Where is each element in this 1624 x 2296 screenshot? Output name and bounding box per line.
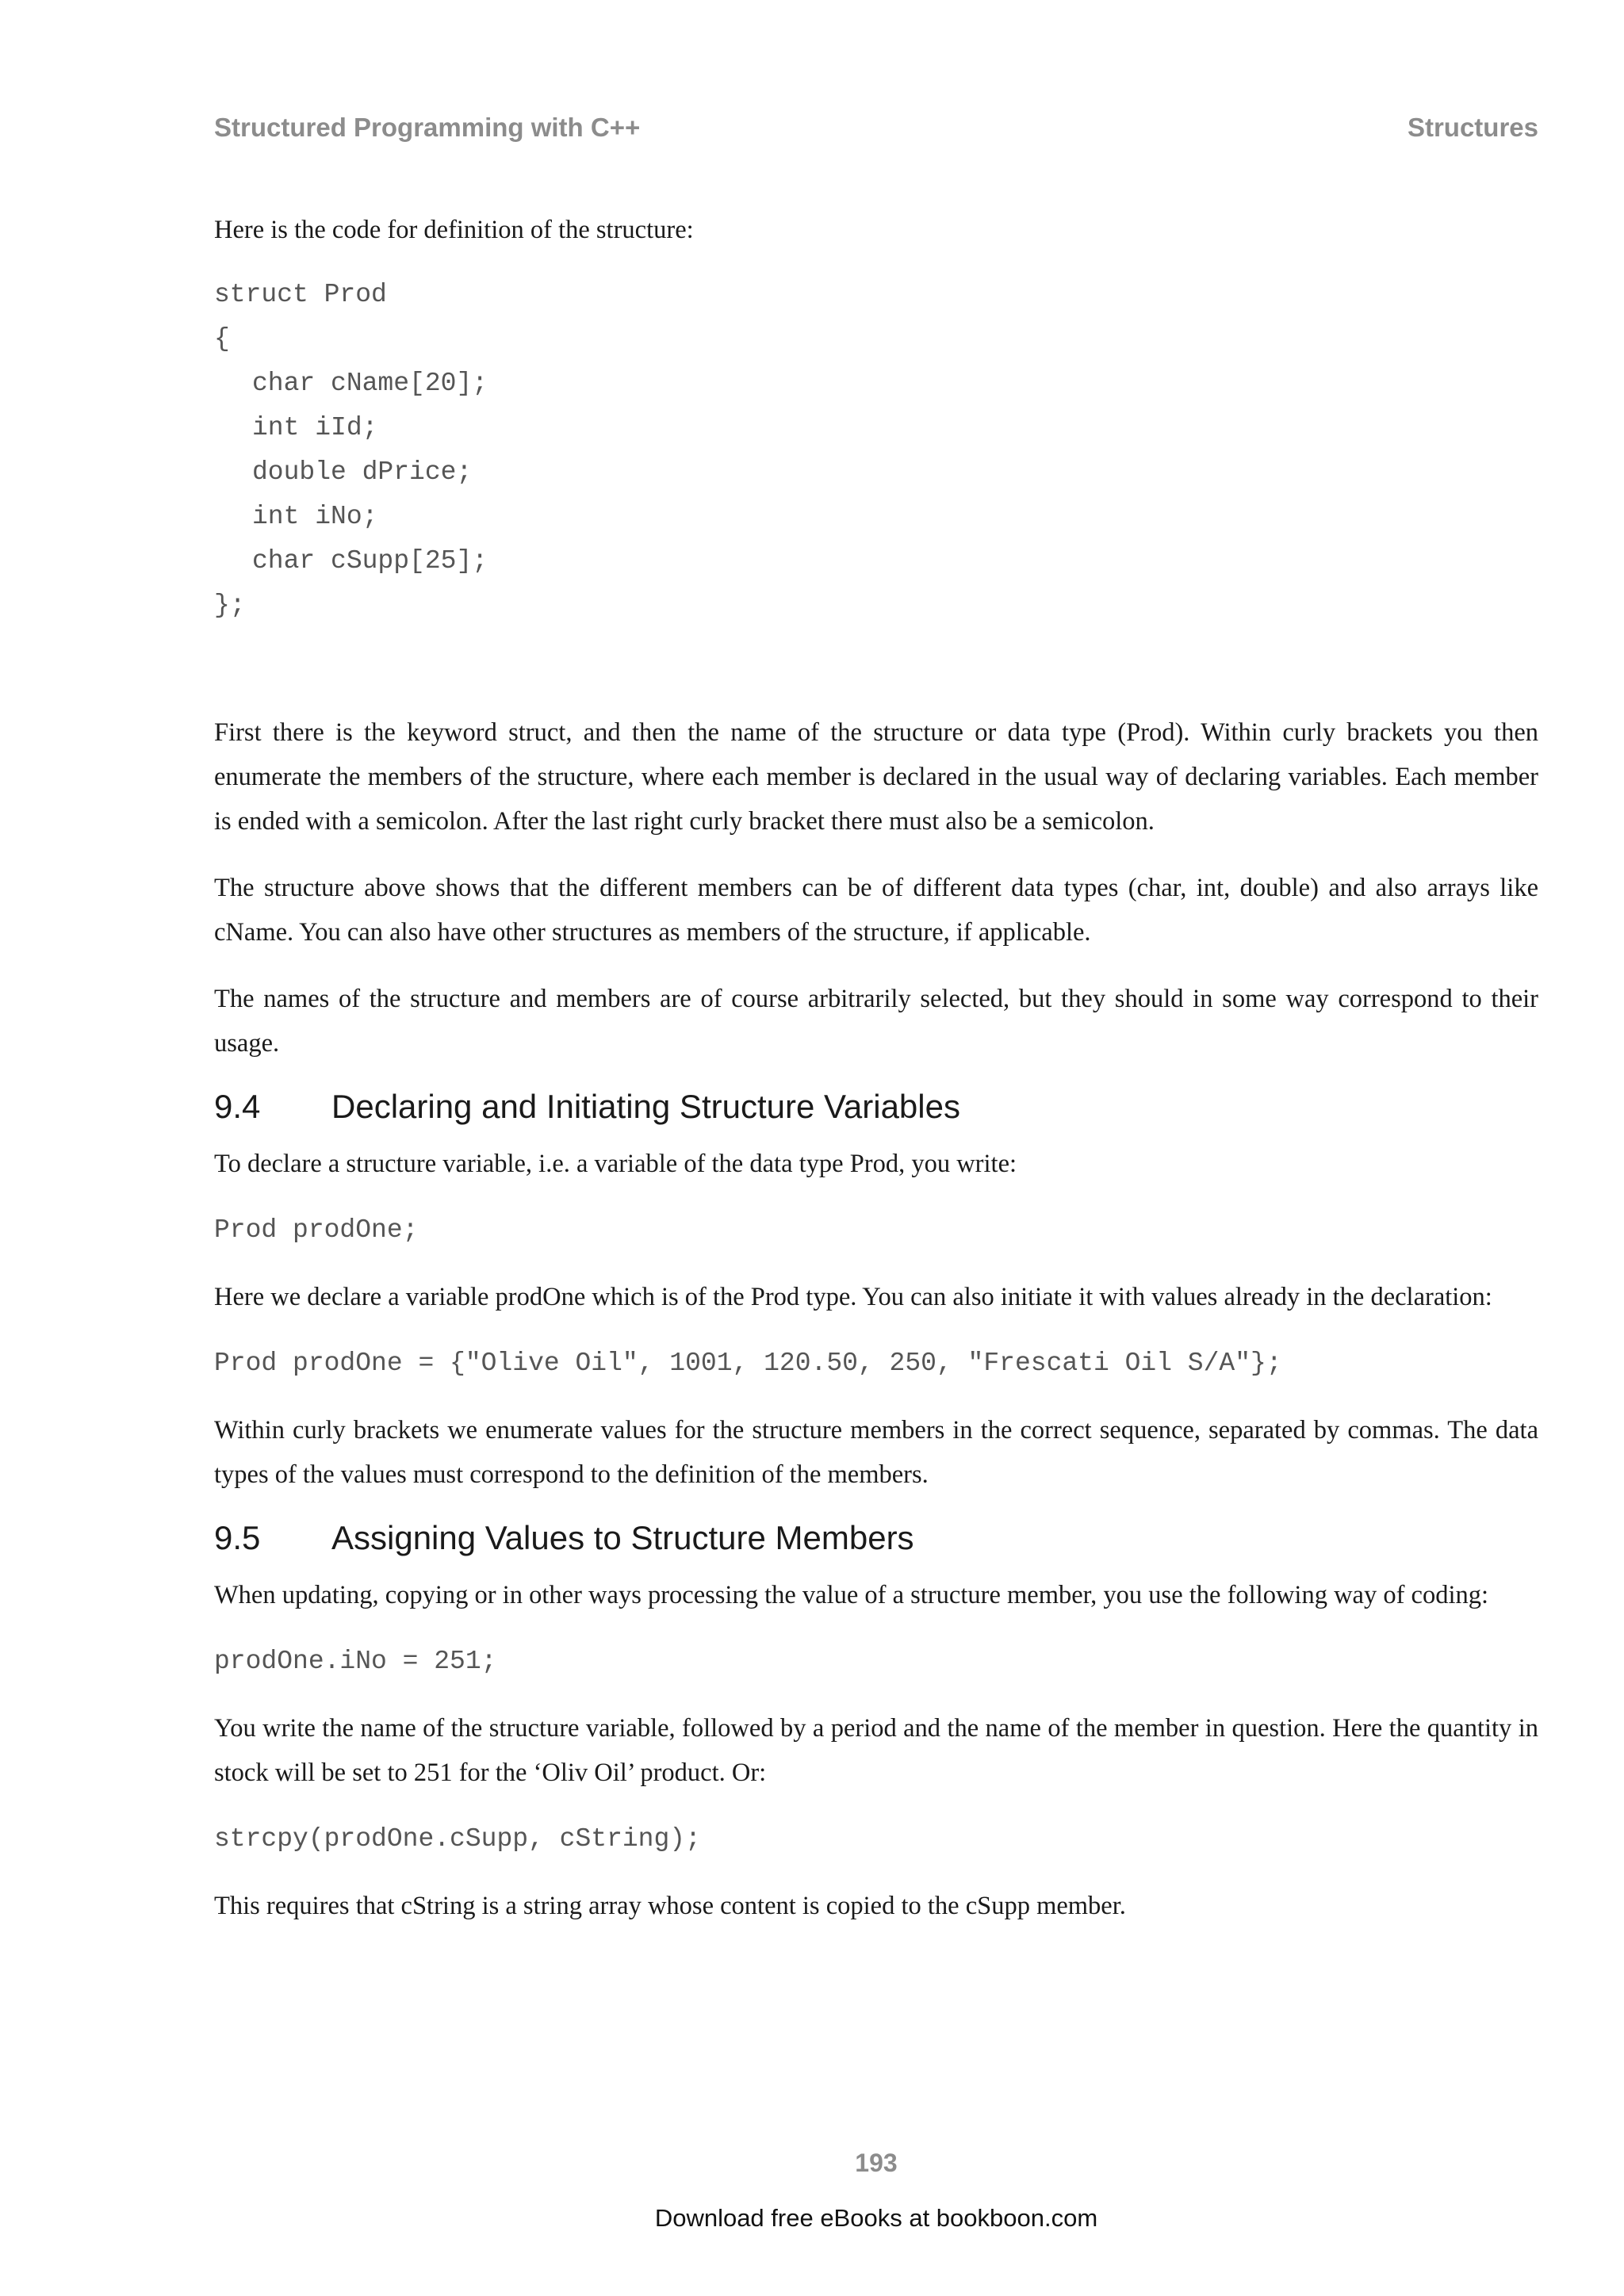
section-title: Assigning Values to Structure Members (331, 1519, 914, 1556)
code-line: Prod prodOne; (214, 1215, 419, 1245)
code-line: char cSupp[25]; (252, 546, 488, 576)
intro-paragraph: Here is the code for definition of the structure: (214, 216, 694, 244)
code-line: struct Prod (214, 280, 387, 309)
paragraph: You write the name of the structure variable, followed by a period and the name of the member in question. Here the quantity in stock will be set to 251 for the ‘Oliv Oil’ product. Or: (214, 1714, 1538, 1787)
code-line: Prod prodOne = {"Olive Oil", 1001, 120.50, 250, "Frescati Oil S/A"}; (214, 1349, 1282, 1378)
code-line: }; (214, 591, 246, 620)
section-number: 9.5 (214, 1519, 261, 1556)
paragraph: The structure above shows that the different members can be of different data types (char, int, double) and also arrays like cName. You can also have other structures as members of the structure, if applicable. (214, 874, 1538, 947)
paragraph: The names of the structure and members are of course arbitrarily selected, but they should in some way correspond to their usage. (214, 985, 1538, 1058)
code-line: double dPrice; (252, 457, 473, 487)
book-title: Structured Programming with C++ (214, 113, 641, 142)
chapter-title: Structures (1407, 113, 1538, 142)
paragraph: When updating, copying or in other ways processing the value of a structure member, you use the following way of coding: (214, 1581, 1489, 1609)
page-number: 193 (855, 2149, 898, 2177)
struct-code-block (214, 273, 1538, 628)
main-content (214, 208, 1538, 1928)
paragraph: Within curly brackets we enumerate values for the structure members in the correct sequence, separated by commas. The data types of the values must correspond to the definition of the members. (214, 1416, 1538, 1489)
code-line: { (214, 324, 230, 354)
code-line: char cName[20]; (252, 369, 488, 398)
section-title: Declaring and Initiating Structure Variables (331, 1088, 960, 1125)
code-line: int iId; (252, 413, 378, 442)
paragraph: First there is the keyword struct, and then the name of the structure or data type (Prod). Within curly brackets you then enumerate the members of the structure, where each member is declared in the usual way of declaring variables. Each member is ended with a semicolon. After the last right curly bracket there must also be a semicolon. (214, 718, 1538, 836)
page (214, 0, 1538, 2296)
running-header (214, 113, 1538, 147)
code-line: strcpy(prodOne.cSupp, cString); (214, 1824, 701, 1854)
paragraph: Here we declare a variable prodOne which is of the Prod type. You can also initiate it with values already in the declaration: (214, 1283, 1492, 1311)
paragraph: This requires that cString is a string array whose content is copied to the cSupp member. (214, 1892, 1126, 1920)
download-link[interactable]: Download free eBooks at bookboon.com (654, 2204, 1098, 2232)
code-line: prodOne.iNo = 251; (214, 1647, 497, 1676)
code-line: int iNo; (252, 502, 378, 531)
section-number: 9.4 (214, 1088, 261, 1125)
paragraph: To declare a structure variable, i.e. a variable of the data type Prod, you write: (214, 1150, 1017, 1178)
section-heading (214, 1514, 1538, 1562)
section-heading (214, 1083, 1538, 1131)
